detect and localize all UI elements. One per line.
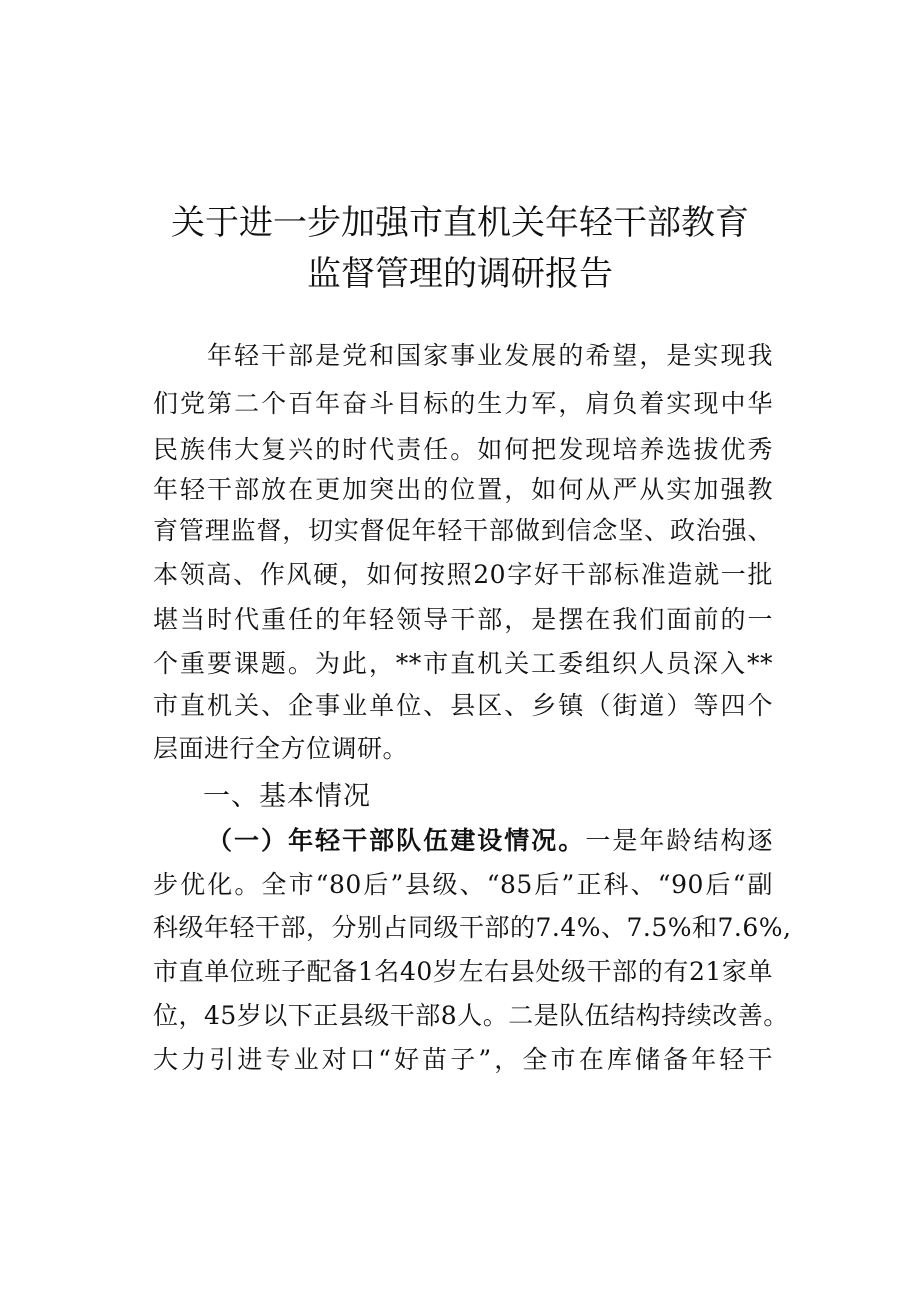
intro-line: 本领高、作风硬，如何按照20字好干部标准造就一批 bbox=[153, 560, 773, 589]
intro-line: 个重要课题。为此，**市直机关工委组织人员深入** bbox=[153, 649, 773, 678]
intro-line: 们党第二个百年奋斗目标的生力军，肩负着实现中华 bbox=[153, 389, 773, 418]
intro-line: 育管理监督，切实督促年轻干部做到信念坚、政治强、 bbox=[153, 516, 773, 545]
report-title-line-2: 监督管理的调研报告 bbox=[307, 254, 613, 294]
intro-line: 年轻干部是党和国家事业发展的希望，是实现我 bbox=[207, 341, 773, 370]
subsection-line: 大力引进专业对口“好苗子”，全市在库储备年轻干 bbox=[153, 1045, 773, 1074]
report-title-line-1: 关于进一步加强市直机关年轻干部教育 bbox=[171, 203, 749, 243]
intro-line: 民族伟大复兴的时代责任。如何把发现培养选拔优秀 bbox=[153, 435, 773, 464]
intro-line: 层面进行全方位调研。 bbox=[153, 734, 409, 763]
subsection-line: 市直单位班子配备1名40岁左右县处级干部的有21家单 bbox=[153, 957, 773, 986]
subsection-text: 一是年龄结构逐 bbox=[585, 826, 773, 855]
section-heading: 一、基本情况 bbox=[203, 781, 371, 812]
intro-line: 年轻干部放在更加突出的位置，如何从严从实加强教 bbox=[153, 475, 773, 504]
subsection-line-first bbox=[207, 826, 773, 856]
intro-line: 市直机关、企事业单位、县区、乡镇（街道）等四个 bbox=[153, 691, 773, 720]
subsection-heading: （一）年轻干部队伍建设情况。 bbox=[207, 826, 586, 855]
subsection-line: 位，45岁以下正县级干部8人。二是队伍结构持续改善。 bbox=[153, 1001, 789, 1030]
subsection-line: 步优化。全市“80后”县级、“85后”正科、“90后“副 bbox=[153, 870, 773, 899]
subsection-line: 科级年轻干部，分别占同级干部的7.4%、7.5%和7.6%, bbox=[153, 913, 792, 942]
intro-line: 堪当时代重任的年轻领导干部，是摆在我们面前的一 bbox=[153, 605, 773, 634]
